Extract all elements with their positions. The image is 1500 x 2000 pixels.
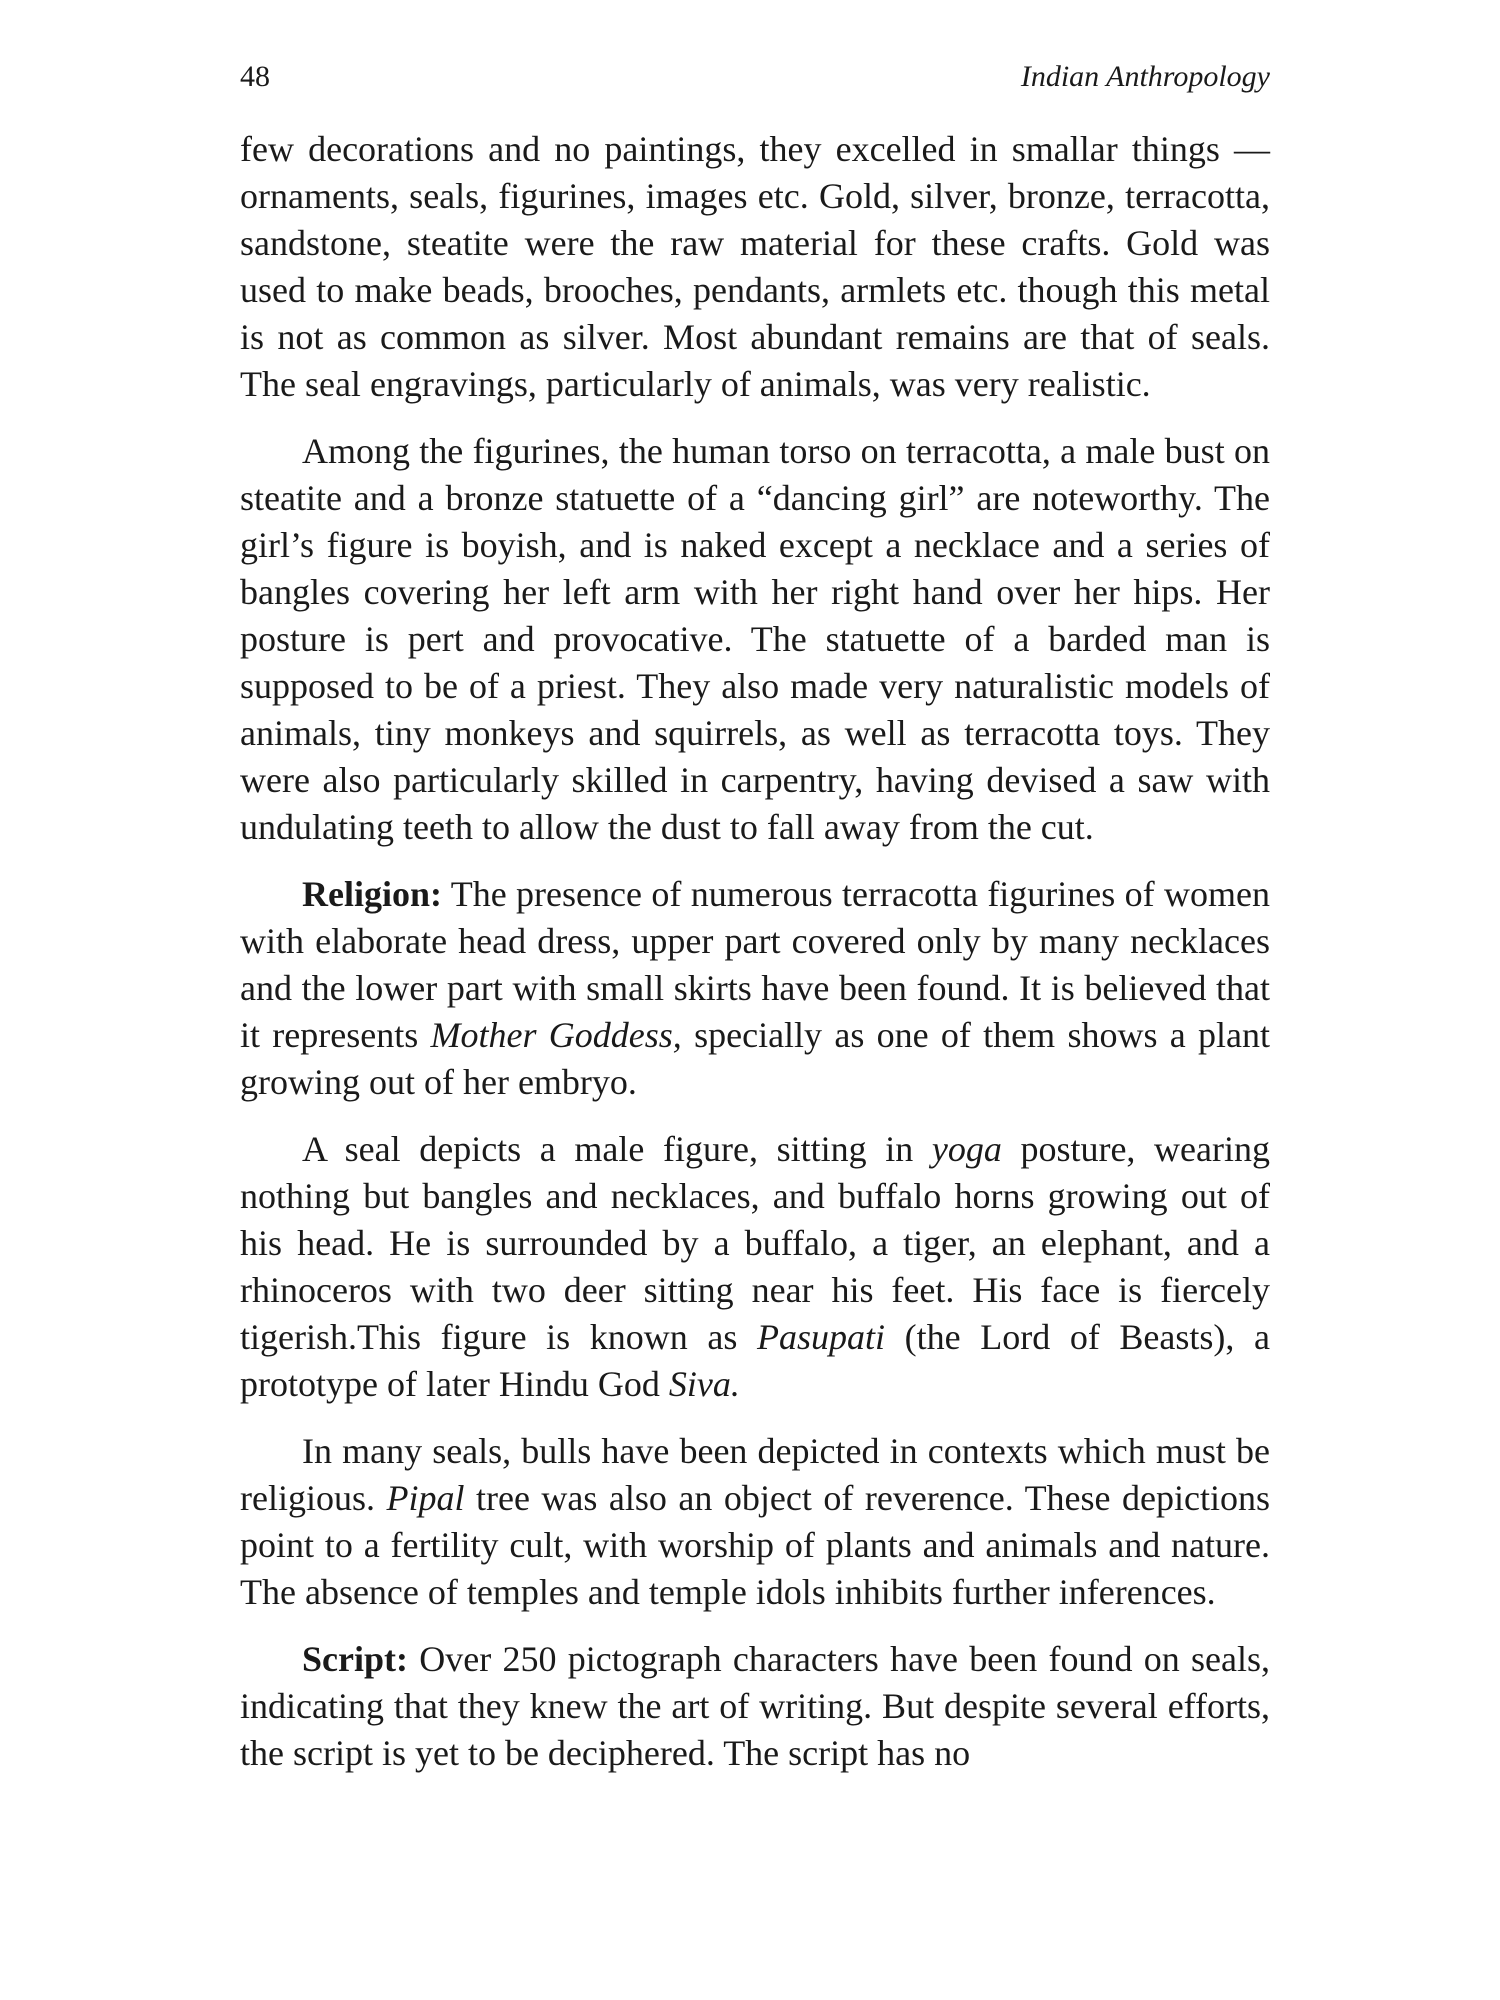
paragraph: [240, 1428, 1270, 1616]
italic-term: Siva.: [668, 1364, 740, 1404]
text-run: few decorations and no paintings, they excelled in smallar things —ornaments, seals, figurines, images etc. Gold, silver, bronze, terracotta, sandstone, steatite were the raw material for these crafts. Gold was used to make beads, brooches, pendants, armlets etc. though this metal is not as common as silver. Most abundant remains are that of seals. The seal engravings, particularly of animals, was very realistic.: [240, 129, 1270, 404]
page-number: 48: [240, 60, 270, 93]
text-run: The presence of numerous terracotta figurines of women with elaborate head dress, upper part covered only by many necklaces and the lower part with small skirts have been found. It is believed that it represents: [240, 874, 1270, 1055]
book-title: Indian Anthropology: [1020, 60, 1270, 93]
text-run: Over 250 pictograph characters have been found on seals, indicating that they knew the art of writing. But despite several efforts, the script is yet to be deciphered. The script has no: [240, 1639, 1270, 1773]
paragraph: [240, 428, 1270, 851]
text-run: specially as one of them shows a plant growing out of her embryo.: [240, 1015, 1271, 1102]
text-run: posture, wearing nothing but bangles and necklaces, and buffalo horns growing out of his head. He is surrounded by a buffalo, a tiger, an elephant, and a rhinoceros with two deer sitting near his feet. His face is fiercely tigerish.This figure is known as: [240, 1129, 1270, 1357]
italic-term: Pipal: [386, 1478, 465, 1518]
section-heading: Religion:: [302, 874, 442, 914]
section-heading: Script:: [302, 1639, 408, 1679]
paragraph: [240, 126, 1270, 408]
book-page: [240, 60, 1270, 1777]
text-run: tree was also an object of reverence. These depictions point to a fertility cult, with worship of plants and animals and nature. The absence of temples and temple idols inhibits further inferences.: [240, 1478, 1270, 1612]
body-text: [240, 126, 1270, 1777]
paragraph: [240, 1126, 1270, 1408]
running-head: [240, 60, 1270, 108]
italic-term: Pasupati: [757, 1317, 886, 1357]
paragraph: [240, 871, 1270, 1106]
text-run: A seal depicts a male figure, sitting in: [302, 1129, 932, 1169]
text-run: Among the figurines, the human torso on terracotta, a male bust on steatite and a bronze statuette of a “dancing girl” are noteworthy. The girl’s figure is boyish, and is naked except a necklace and a series of bangles covering her left arm with her right hand over her hips. Her posture is pert and provocative. The statuette of a barded man is supposed to be of a priest. They also made very naturalistic models of animals, tiny monkeys and squirrels, as well as terracotta toys. They were also particularly skilled in carpentry, having devised a saw with undulating teeth to allow the dust to fall away from the cut.: [240, 431, 1270, 847]
text-run: In many seals, bulls have been depicted in contexts which must be religious.: [240, 1431, 1270, 1518]
paragraph: [240, 1636, 1270, 1777]
italic-term: yoga: [931, 1129, 1002, 1169]
text-run: (the Lord of Beasts), a prototype of later Hindu God: [240, 1317, 1270, 1404]
italic-term: Mother Goddess,: [430, 1015, 682, 1055]
